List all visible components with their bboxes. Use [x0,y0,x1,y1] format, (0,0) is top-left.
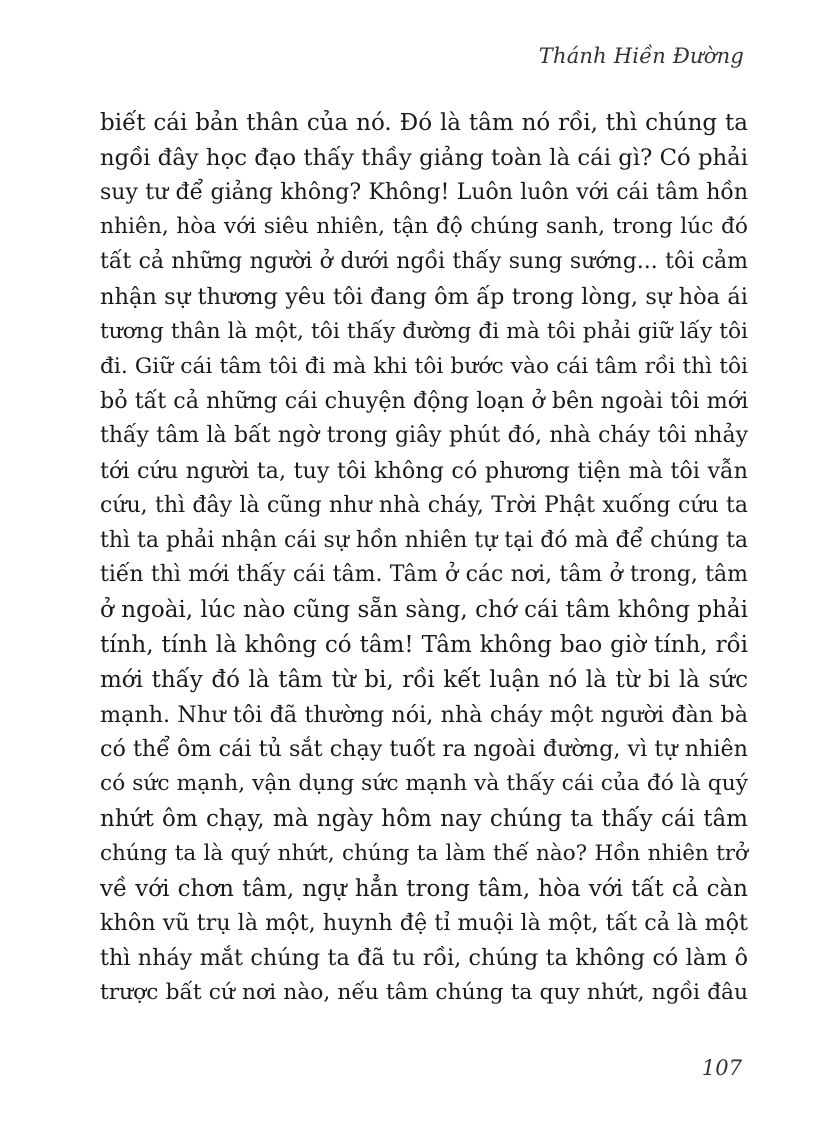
text-line: bỏ tất cả những cái chuyện động loạn ở bên ngoài tôi mới [100,388,749,415]
text-line: tới cứu người ta, tuy tôi không có phương tiện mà tôi vẫn [100,457,748,484]
text-line: trược bất cứ nơi nào, nếu tâm chúng ta quy nhứt, ngồi đâu [100,979,748,1005]
text-line: thì nháy mắt chúng ta đã tu rồi, chúng ta không có làm ô [100,945,748,972]
body-text [100,106,748,1011]
text-line: thấy tâm là bất ngờ trong giây phút đó, nhà cháy tôi nhảy [100,423,748,449]
text-line: nhiên, hòa với siêu nhiên, tận độ chúng sanh, trong lúc đó [100,214,748,240]
text-line: ngồi đây học đạo thấy thầy giảng toàn là cái gì? Có phải [100,144,748,171]
text-line: có thể ôm cái tủ sắt chạy tuốt ra ngoài đường, vì tự nhiên [100,736,748,763]
text-line: khôn vũ trụ là một, huynh đệ tỉ muội là một, tất cả là một [100,910,748,937]
running-header: Thánh Hiền Đường [538,44,744,68]
text-line: tất cả những người ở dưới ngồi thấy sung sướng... tôi cảm [100,249,748,275]
text-line: tương thân là một, tôi thấy đường đi mà tôi phải giữ lấy tôi [100,318,748,344]
text-line: mới thấy đó là tâm từ bi, rồi kết luận nó là từ bi là sức [100,666,748,693]
text-line: thì ta phải nhận cái sự hồn nhiên tự tại đó mà để chúng ta [100,527,749,553]
text-line: cứu, thì đây là cũng như nhà cháy, Trời Phật xuống cứu ta [100,492,748,518]
text-line: chúng ta là quý nhứt, chúng ta làm thế nào? Hồn nhiên trở [100,840,748,866]
text-line: biết cái bản thân của nó. Đó là tâm nó rồi, thì chúng ta [100,110,748,136]
text-line: có sức mạnh, vận dụng sức mạnh và thấy cái của đó là quý [100,771,748,797]
text-line: đi. Giữ cái tâm tôi đi mà khi tôi bước vào cái tâm rồi thì tôi [100,353,748,379]
text-line: nhứt ôm chạy, mà ngày hôm nay chúng ta thấy cái tâm [100,805,748,832]
text-line: nhận sự thương yêu tôi đang ôm ấp trong lòng, sự hòa ái [100,283,748,310]
text-line: suy tư để giảng không? Không! Luôn luôn với cái tâm hồn [100,179,748,205]
text-line: mạnh. Như tôi đã thường nói, nhà cháy một người đàn bà [100,701,748,728]
text-line: ở ngoài, lúc nào cũng sẵn sàng, chớ cái tâm không phải [100,597,748,624]
page-number: 107 [701,1056,742,1080]
text-line: tính, tính là không có tâm! Tâm không bao giờ tính, rồi [100,631,748,658]
text-line: về với chơn tâm, ngự hẳn trong tâm, hòa với tất cả càn [100,875,748,902]
text-line: tiến thì mới thấy cái tâm. Tâm ở các nơi, tâm ở trong, tâm [100,562,748,588]
